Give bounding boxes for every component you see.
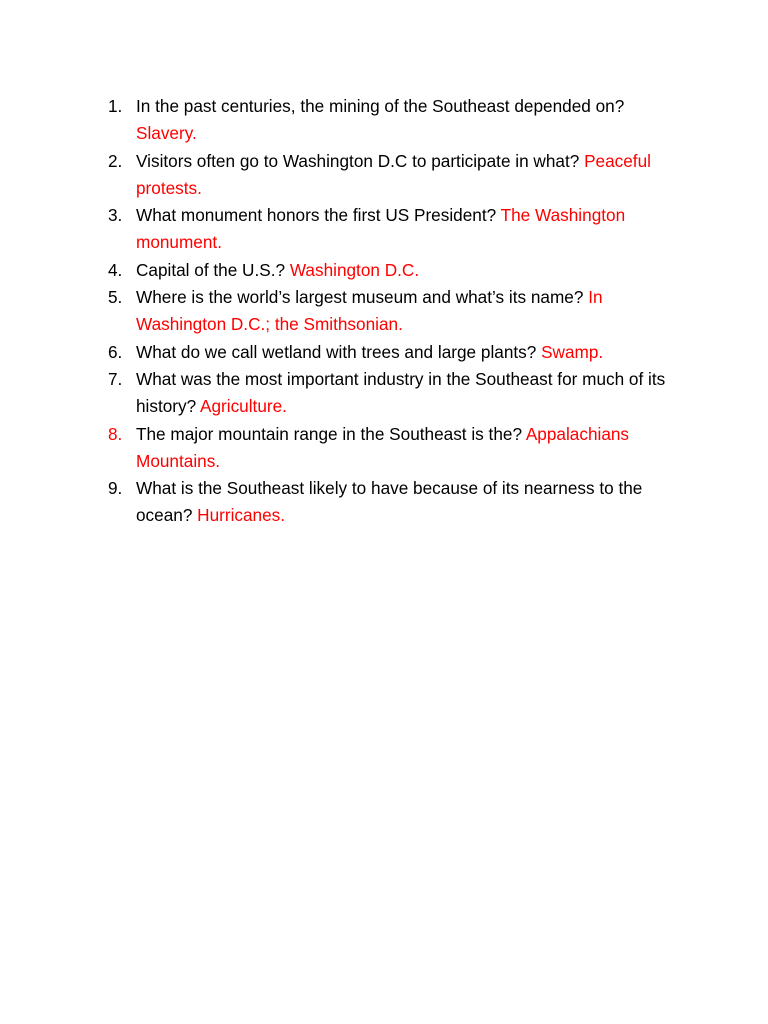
item-text [136, 202, 688, 257]
question-text: Visitors often go to Washington D.C to participate in what? [136, 150, 580, 171]
question-text: Where is the world’s largest museum and what’s its name? [136, 287, 584, 308]
item-number: 1. [108, 96, 123, 116]
item-number: 9. [108, 478, 123, 499]
item-text [136, 475, 688, 530]
answer-text: Slavery. [136, 123, 197, 144]
item-number: 5. [108, 287, 123, 308]
item-text [136, 284, 688, 339]
item-text [136, 421, 688, 476]
item-number: 2. [108, 150, 123, 171]
answer-text: Agriculture. [200, 396, 287, 417]
item-number: 4. [108, 259, 123, 280]
question-text: What is the Southeast likely to have because of its nearness to the ocean? [136, 478, 643, 526]
item-text [136, 366, 688, 421]
list-item [108, 366, 688, 421]
list-item [108, 202, 688, 257]
item-text [136, 339, 688, 366]
question-list [108, 93, 688, 530]
item-text [136, 93, 688, 148]
list-item [108, 257, 688, 284]
answer-text: Appalachians Mountains. [136, 423, 630, 471]
item-number: 7. [108, 368, 123, 389]
answer-text: Peaceful protests. [136, 150, 651, 198]
question-text: Capital of the U.S.? [136, 259, 286, 280]
list-item [108, 93, 688, 148]
item-number: 3. [108, 205, 123, 226]
question-text: What monument honors the first US President? [136, 205, 497, 226]
item-number: 6. [108, 341, 123, 362]
answer-text: Swamp. [541, 341, 604, 362]
list-item [108, 475, 688, 530]
list-item [108, 339, 688, 366]
list-item [108, 284, 688, 339]
question-text: What was the most important industry in the Southeast for much of its history? [136, 368, 666, 417]
list-item [108, 421, 688, 476]
item-text [136, 257, 688, 284]
item-text [136, 148, 688, 203]
answer-text: The Washington monument. [136, 205, 626, 253]
answer-text: Washington D.C. [289, 259, 420, 280]
question-text: The major mountain range in the Southeast is the? [136, 423, 522, 444]
answer-text: Hurricanes. [197, 505, 286, 526]
answer-text: In Washington D.C.; the Smithsonian. [136, 287, 603, 335]
question-text: In the past centuries, the mining of the Southeast depended on? [136, 96, 625, 116]
list-item [108, 148, 688, 203]
item-number: 8. [108, 423, 123, 444]
question-text: What do we call wetland with trees and large plants? [136, 341, 537, 362]
